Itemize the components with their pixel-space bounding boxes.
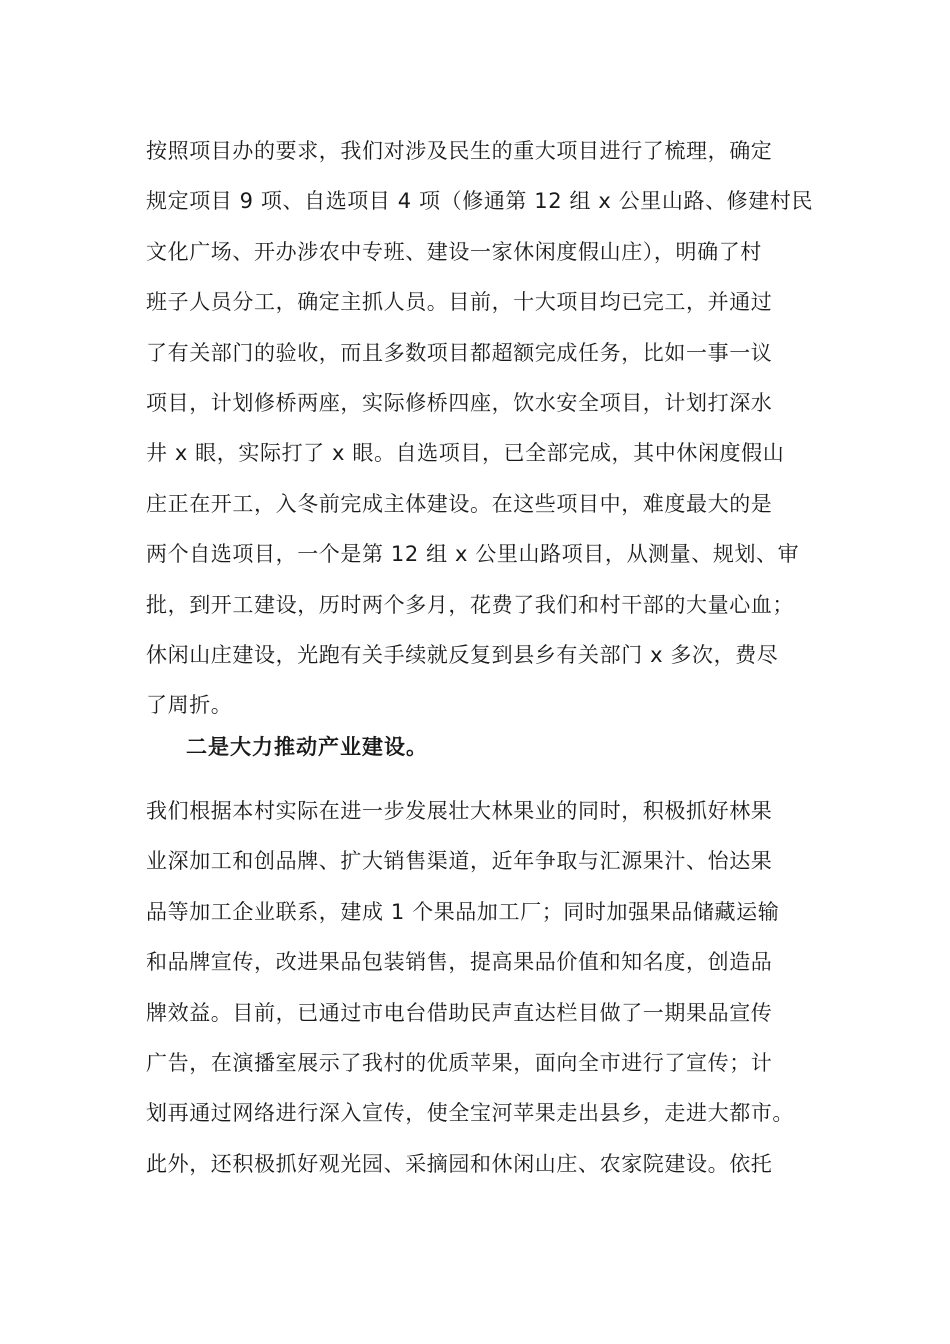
text-line: 休闲山庄建设，光跑有关手续就反复到县乡有关部门 x 多次，费尽	[146, 642, 779, 667]
text-line: 班子人员分工，确定主抓人员。目前，十大项目均已完工，并通过	[146, 290, 773, 315]
text-line: 井 x 眼，实际打了 x 眼。自选项目，已全部完成，其中休闲度假山	[146, 441, 785, 466]
text-line: 规定项目 9 项、自选项目 4 项（修通第 12 组 x 公里山路、修建村民	[146, 189, 814, 214]
text-line: 牌效益。目前，已通过市电台借助民声直达栏目做了一期果品宣传	[146, 1000, 773, 1025]
text-line: 了周折。	[146, 693, 233, 718]
text-line: 项目，计划修桥两座，实际修桥四座，饮水安全项目，计划打深水	[146, 390, 773, 415]
text-line: 我们根据本村实际在进一步发展壮大林果业的同时，积极抓好林果	[146, 799, 773, 823]
text-line: 两个自选项目，一个是第 12 组 x 公里山路项目，从测量、规划、审	[146, 542, 800, 567]
text-line: 划再通过网络进行深入宣传，使全宝河苹果走出县乡，走进大都市。	[146, 1101, 794, 1126]
text-line: 批，到开工建设，历时两个多月，花费了我们和村干部的大量心血；	[146, 592, 794, 617]
text-line: 广告，在演播室展示了我村的优质苹果，面向全市进行了宣传；计	[146, 1050, 773, 1075]
section-heading: 二是大力推动产业建设。	[186, 735, 428, 759]
text-line: 按照项目办的要求，我们对涉及民生的重大项目进行了梳理，确定	[146, 139, 773, 163]
text-line: 和品牌宣传，改进果品包装销售，提高果品价值和知名度，创造品	[146, 950, 773, 975]
paragraph-projects	[146, 126, 826, 731]
text-line: 业深加工和创品牌、扩大销售渠道，近年争取与汇源果汁、怡达果	[146, 849, 773, 874]
text-line: 品等加工企业联系，建成 1 个果品加工厂；同时加强果品储藏运输	[146, 899, 780, 924]
text-line: 此外，还积极抓好观光园、采摘园和休闲山庄、农家院建设。依托	[146, 1151, 773, 1176]
text-line: 文化广场、开办涉农中专班、建设一家休闲度假山庄），明确了村	[146, 239, 762, 264]
text-line: 庄正在开工，入冬前完成主体建设。在这些项目中，难度最大的是	[146, 491, 773, 516]
paragraph-industry	[146, 786, 826, 1189]
text-line: 了有关部门的验收，而且多数项目都超额完成任务，比如一事一议	[146, 340, 773, 365]
